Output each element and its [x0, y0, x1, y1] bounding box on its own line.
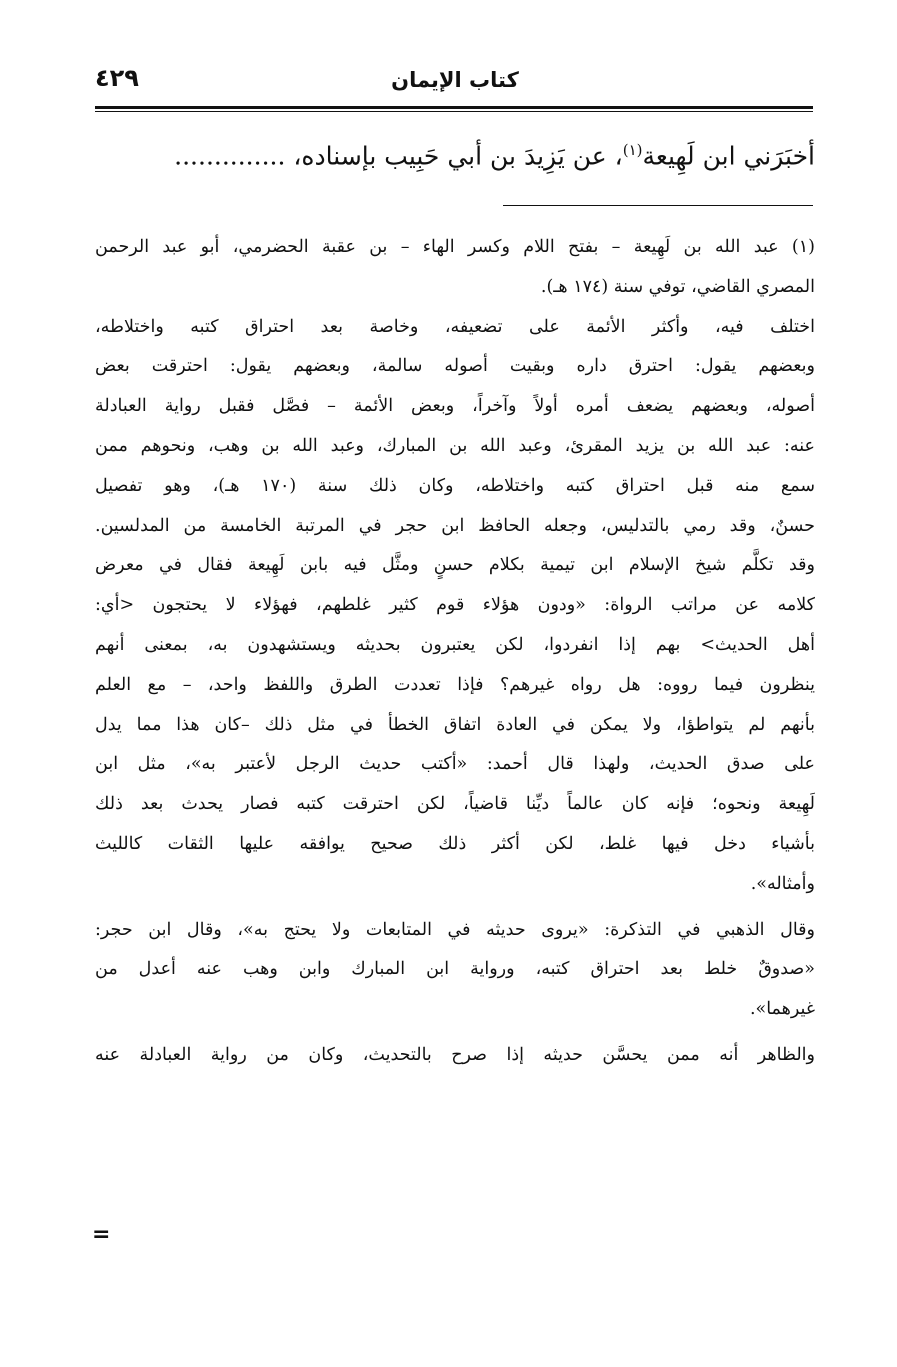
footnote-line: أصوله، وبعضهم يضعف أمره أولاً وآخراً، وبعض الأئمة – فصَّل فقبل رواية العبادلة [95, 396, 815, 417]
footnote-line: وقال الذهبي في التذكرة: «يروى حديثه في المتابعات ولا يحتج به»، وقال ابن حجر: [95, 919, 815, 940]
footnote-line: والظاهر أنه ممن يحسَّن حديثه إذا صرح بالتحديث، وكان من رواية العبادلة عنه [95, 1044, 815, 1065]
footnote-line: سمع منه قبل احتراق كتبه واختلاطه، وكان ذلك سنة (١٧٠ هـ)، وهو تفصيل [95, 475, 815, 496]
footnote-line: «صدوقٌ خلط بعد احتراق كتبه، ورواية ابن المبارك وابن وهب عنه أعدل من [95, 959, 815, 980]
footnote-line: المصري القاضي، توفي سنة (١٧٤ هـ). [540, 276, 815, 297]
footnote-reference: (١) [622, 141, 643, 159]
main-text-end: ، عن يَزِيدَ بن أبي حَبِيب بإسناده، .............. [174, 141, 623, 171]
footnote-line: حسنٌ، وقد رمي بالتدليس، وجعله الحافظ ابن حجر في المرتبة الخامسة من المدلسين. [95, 515, 815, 536]
footnote-line: وبعضهم يقول: احترق داره وبقيت أصوله سالمة، وبعضهم يقول: احترقت بعض [95, 356, 815, 377]
footnote-line: غيرهما». [749, 999, 815, 1020]
main-text [95, 130, 815, 176]
footnote-line: (١) عبد الله بن لَهِيعة – بفتح اللام وكسر الهاء – بن عقبة الحضرمي، أبو عبد الرحمن [95, 237, 815, 257]
chapter-title: كتاب الإيمان [391, 68, 519, 92]
footnote-line: عنه: عبد الله بن يزيد المقرئ، وعبد الله بن المبارك، وعبد الله بن وهب، ونحوهم ممن [95, 435, 815, 456]
footnote-line: أهل الحديث> بهم إذا انفردوا، لكن يعتبرون بحديثه ويستشهدون به، بمعنى أنهم [95, 634, 815, 655]
header-rule-thin [95, 111, 813, 112]
footnote-line: لَهِيعة ونحوه؛ فإنه كان عالماً ديِّنا قاضياً، لكن احترقت كتبه فصار يحدث بعد ذلك [95, 794, 815, 815]
header-rule-thick [95, 106, 813, 109]
footnote-separator [503, 205, 813, 206]
footnote-line: وأمثاله». [750, 873, 815, 894]
continuation-mark: = [92, 1222, 111, 1247]
page-number: ٤٢٩ [95, 64, 139, 92]
footnote-body [95, 228, 815, 1076]
footnote-line: كلامه عن مراتب الرواة: «ودون هؤلاء قوم كثير غلطهم، فهؤلاء لا يحتجون <أي: [95, 595, 815, 616]
main-text-start: أخبَرَني ابن لَهِيعة [642, 141, 815, 171]
footnote-line: على صدق الحديث، ولهذا قال أحمد: «أكتب حديث الرجل لأعتبر به»، مثل ابن [95, 754, 815, 775]
page-header [95, 66, 815, 106]
footnote-line: بأشياء دخل فيها غلط، لكن أكثر ذلك صحيح يوافقه عليها الثقات كالليث [95, 833, 815, 854]
footnote-line: وقد تكلَّم شيخ الإسلام ابن تيمية بكلام حسنٍ ومثَّل فيه بابن لَهِيعة فقال في معرض [95, 555, 815, 576]
footnote-line: ينظرون فيما رووه: هل رواه غيرهم؟ فإذا تعددت الطرق واللفظ واحد، – مع العلم [95, 674, 815, 695]
footnote-line: اختلف فيه، وأكثر الأئمة على تضعيفه، وخاصة بعد احتراق كتبه واختلاطه، [95, 316, 815, 337]
footnote-line: بأنهم لم يتواطؤا، ولا يمكن في العادة اتفاق الخطأ في مثل ذلك –كان هذا مما يدل [95, 714, 815, 735]
